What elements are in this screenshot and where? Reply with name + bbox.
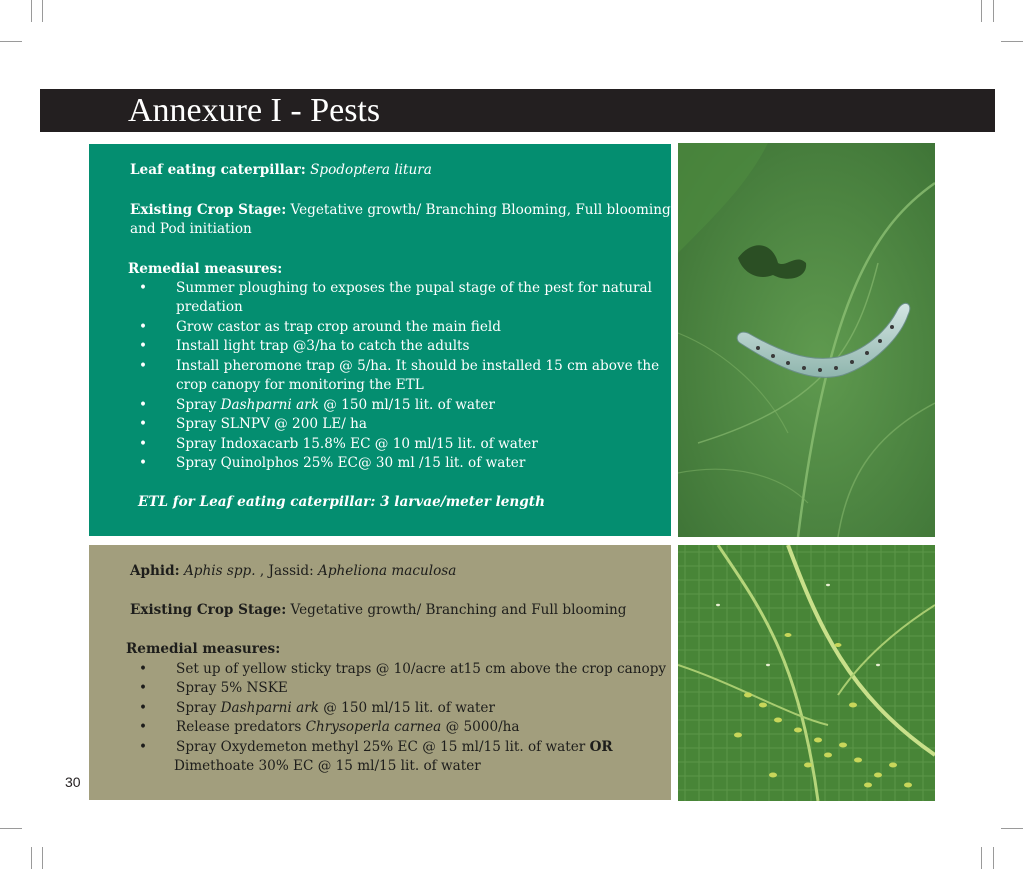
bullet-icon: • (139, 280, 148, 296)
list-item-cont: predation (176, 299, 243, 315)
bullet-icon: • (139, 319, 148, 335)
crop-stage-text: Vegetative growth/ Branching Blooming, Full blooming (290, 202, 671, 218)
remedial-heading: Remedial measures: (128, 261, 283, 277)
etl-note: ETL for Leaf eating caterpillar: 3 larvae/meter length (138, 494, 545, 510)
aphid-info-panel (89, 545, 671, 800)
bullet-icon: • (139, 661, 148, 677)
list-item: Spray Quinolphos 25% EC@ 30 ml /15 lit. of water (176, 455, 526, 471)
crop-mark (1001, 828, 1023, 829)
pest-scientific-name: Spodoptera litura (310, 162, 432, 178)
list-item-text: @ 5000/ha (441, 719, 520, 735)
header-bar (40, 89, 995, 132)
list-item: Spray Indoxacarb 15.8% EC @ 10 ml/15 lit. of water (176, 436, 538, 452)
crop-mark (981, 0, 982, 22)
list-item-text: @ 150 ml/15 lit. of water (318, 397, 495, 413)
list-item-text: Spray (176, 700, 221, 716)
bullet-icon: • (139, 455, 148, 471)
aphid-label: Aphid: (130, 563, 180, 579)
aphid-photo (678, 545, 935, 801)
pest-label: Leaf eating caterpillar: (130, 162, 306, 178)
crop-mark (993, 0, 994, 22)
crop-stage-label: Existing Crop Stage: (130, 202, 287, 218)
list-item-text: Spray Oxydemeton methyl 25% EC @ 15 ml/15 lit. of water (176, 739, 590, 755)
page-number: 30 (65, 774, 81, 790)
list-item (176, 718, 520, 738)
pest-name-line (130, 161, 432, 181)
list-item (176, 738, 613, 758)
caterpillar-photo (678, 143, 935, 537)
bullet-icon: • (139, 680, 148, 696)
list-item: Install pheromone trap @ 5/ha. It should be installed 15 cm above the (176, 358, 660, 374)
bullet-icon: • (139, 719, 148, 735)
bullet-icon: • (139, 338, 148, 354)
list-item: Spray SLNPV @ 200 LE/ ha (176, 416, 368, 432)
crop-stage-text-cont: and Pod initiation (130, 221, 252, 237)
crop-stage-line (130, 201, 671, 221)
jassid-scientific-name: Apheliona maculosa (318, 563, 457, 579)
list-item: Grow castor as trap crop around the main field (176, 319, 501, 335)
crop-mark (993, 847, 994, 869)
pest-name-line (130, 562, 456, 582)
crop-mark (981, 847, 982, 869)
list-item: Spray 5% NSKE (176, 680, 288, 696)
crop-mark (0, 41, 22, 42)
list-item: Summer ploughing to exposes the pupal stage of the pest for natural (176, 280, 652, 296)
caterpillar-info-panel (89, 144, 671, 536)
bullet-icon: • (139, 358, 148, 374)
list-item: Set up of yellow sticky traps @ 10/acre at15 cm above the crop canopy (176, 661, 667, 677)
list-item-text: Spray (176, 397, 221, 413)
list-item (176, 396, 495, 416)
list-item-cont: Dimethoate 30% EC @ 15 ml/15 lit. of water (174, 758, 481, 774)
crop-mark (42, 0, 43, 22)
crop-mark (1001, 41, 1023, 42)
list-item (176, 699, 495, 719)
crop-mark (31, 0, 32, 22)
or-keyword: OR (589, 739, 613, 755)
list-item: Install light trap @3/ha to catch the adults (176, 338, 470, 354)
list-item-text: Release predators (176, 719, 306, 735)
crop-stage-line (130, 601, 627, 621)
remedial-heading: Remedial measures: (126, 641, 281, 657)
page-title: Annexure I - Pests (128, 92, 381, 129)
crop-mark (31, 847, 32, 869)
bullet-icon: • (139, 739, 148, 755)
predator-name: Chrysoperla carnea (305, 719, 442, 735)
crop-mark (0, 828, 22, 829)
jassid-label: , Jassid: (255, 563, 318, 579)
product-name: Dashparni ark (220, 700, 319, 716)
crop-stage-label: Existing Crop Stage: (130, 602, 287, 618)
crop-mark (42, 847, 43, 869)
aphid-scientific-name: Aphis spp. (183, 563, 256, 579)
bullet-icon: • (139, 436, 148, 452)
bullet-icon: • (139, 416, 148, 432)
product-name: Dashparni ark (220, 397, 319, 413)
bullet-icon: • (139, 397, 148, 413)
crop-stage-text: Vegetative growth/ Branching and Full blooming (290, 602, 627, 618)
bullet-icon: • (139, 700, 148, 716)
list-item-text: @ 150 ml/15 lit. of water (318, 700, 495, 716)
list-item-cont: crop canopy for monitoring the ETL (176, 377, 424, 393)
